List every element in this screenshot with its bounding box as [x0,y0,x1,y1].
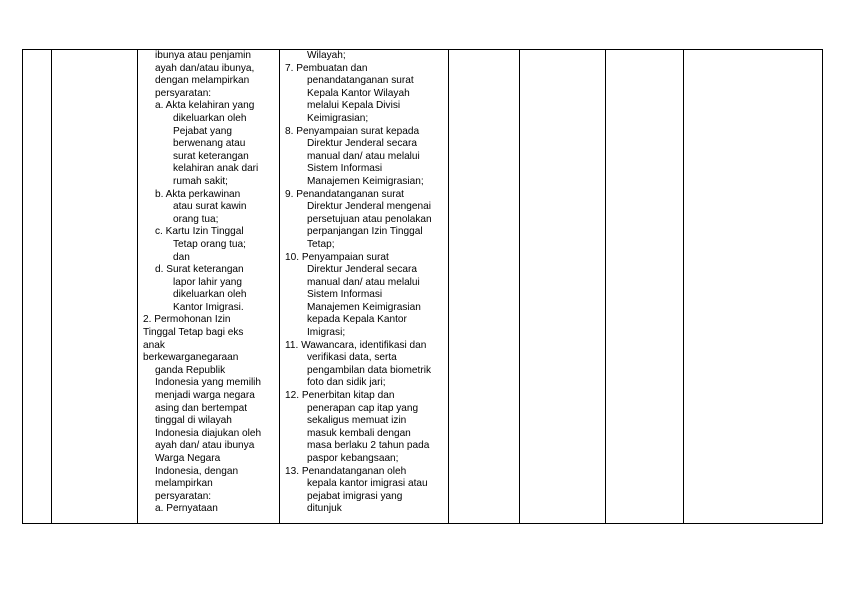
procedure-line: melalui Kepala Divisi [307,100,401,112]
procedure-line: sekaligus memuat izin [307,415,407,427]
requirement-line: berkewarganegaraan [143,352,239,364]
procedure-line: kepada Kepala Kantor [307,314,407,326]
requirement-line: persyaratan: [155,87,212,99]
requirement-line: Kantor Imigrasi. [173,301,244,313]
procedure-line: foto dan sidik jari; [307,377,386,389]
procedure-line: 13. Penandatanganan oleh [285,465,407,477]
requirement-line: Indonesia, dengan [155,465,239,477]
requirement-line: kelahiran anak dari [173,163,259,175]
requirement-line: a. Pernyataan [155,503,218,515]
column-divider [137,50,138,523]
procedure-line: 7. Pembuatan dan [285,62,368,74]
requirement-line: dikeluarkan oleh [173,289,247,301]
procedure-line: 8. Penyampaian surat kepada [285,125,420,137]
requirement-line: ayah dan/ atau ibunya [155,440,255,452]
procedure-line: paspor kebangsaan; [307,453,399,464]
procedure-line: Tetap; [307,238,335,250]
requirement-line: surat keterangan [173,150,249,162]
requirement-line: asing dan bertempat [155,402,248,414]
procedure-line: 12. Penerbitan kitap dan [285,390,395,402]
column-divider [605,50,606,523]
requirement-line: orang tua; [173,213,219,225]
column-divider [448,50,449,523]
procedure-line: perpanjangan Izin Tinggal [307,226,423,238]
requirement-line: Pejabat yang [173,125,232,137]
procedure-line: penerapan cap itap yang [307,402,419,414]
procedure-line: Keimigrasian; [307,112,369,124]
requirement-line: Indonesia yang memilih [155,377,262,389]
requirement-line: lapor lahir yang [173,276,243,288]
requirement-line: b. Akta perkawinan [155,188,241,200]
requirement-line: dan [173,251,190,263]
procedure-line: Manajemen Keimigrasian [307,301,421,313]
requirement-line: d. Surat keterangan [155,264,244,276]
requirement-line: Warga Negara [155,453,221,464]
procedure-line: Direktur Jenderal secara [307,138,417,150]
requirement-line: c. Kartu Izin Tinggal [155,226,244,238]
procedure-line: Sistem Informasi [307,163,383,175]
requirement-line: dikeluarkan oleh [173,112,247,124]
procedure-line: pengambilan data biometrik [307,364,432,376]
requirement-line: 2. Permohonan Izin [143,314,231,326]
requirement-line: tinggal di wilayah [155,415,232,427]
procedure-line: 9. Penandatanganan surat [285,188,404,200]
requirement-line: persyaratan: [155,490,212,502]
procedure-line: Direktur Jenderal secara [307,264,417,276]
procedure-line: penandatanganan surat [307,75,414,87]
procedure-line: ditunjuk [307,503,342,515]
procedure-line: 11. Wawancara, identifikasi dan [285,339,427,351]
requirements-table [22,49,823,524]
requirement-line: menjadi warga negara [155,390,255,402]
requirement-line: ibunya atau penjamin [155,50,251,61]
procedure-line: Kepala Kantor Wilayah [307,87,410,99]
column-divider [279,50,280,523]
procedure-line: verifikasi data, serta [307,352,397,364]
requirement-line: Indonesia diajukan oleh [155,427,262,439]
requirements-cell [143,50,261,516]
requirement-line: Tetap orang tua; [173,238,246,250]
column-divider [519,50,520,523]
column-divider [51,50,52,523]
procedure-line: Imigrasi; [307,327,346,339]
requirement-line: atau surat kawin [173,201,247,213]
procedure-line: masuk kembali dengan [307,427,411,439]
procedure-line: pejabat imigrasi yang [307,490,403,502]
column-divider [683,50,684,523]
requirement-line: a. Akta kelahiran yang [155,100,255,112]
procedure-line: 10. Penyampaian surat [285,251,389,263]
requirement-line: rumah sakit; [173,175,228,187]
procedure-line: Wilayah; [307,50,346,61]
procedure-line: kepala kantor imigrasi atau [307,478,428,490]
procedure-line: Sistem Informasi [307,289,383,301]
requirement-line: berwenang atau [173,138,246,150]
requirement-line: anak [143,339,165,351]
procedure-line: Direktur Jenderal mengenai [307,201,431,213]
procedure-line: persetujuan atau penolakan [307,213,432,225]
requirement-line: Tinggal Tetap bagi eks [143,327,244,339]
procedure-steps-cell [285,50,432,516]
requirement-line: dengan melampirkan [155,75,250,87]
requirement-line: melampirkan [155,478,213,490]
procedure-line: masa berlaku 2 tahun pada [307,440,430,452]
requirement-line: ganda Republik [155,364,226,376]
procedure-line: Manajemen Keimigrasian; [307,175,424,187]
procedure-line: manual dan/ atau melalui [307,150,420,162]
procedure-line: manual dan/ atau melalui [307,276,420,288]
requirement-line: ayah dan/atau ibunya, [155,62,255,74]
